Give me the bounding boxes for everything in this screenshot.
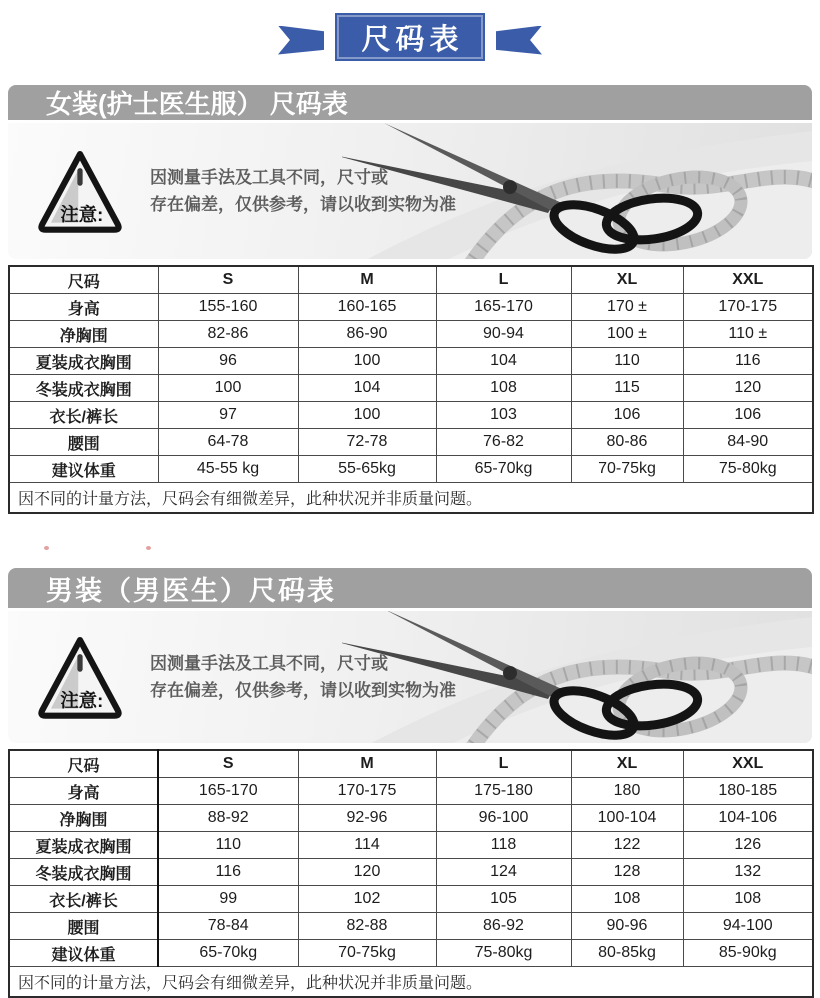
banner-photo-women: [8, 123, 812, 259]
measurement-value: 104-106: [683, 805, 813, 832]
measurement-label: 身高: [9, 778, 158, 805]
measurement-value: 118: [436, 832, 571, 859]
measurement-row: [9, 456, 813, 483]
measurement-value: 100: [298, 348, 436, 375]
measurement-value: 85-90kg: [683, 940, 813, 967]
size-label-header: 尺码: [9, 266, 158, 294]
measurement-value: 170-175: [683, 294, 813, 321]
measurement-label: 身高: [9, 294, 158, 321]
measurement-value: 90-94: [436, 321, 571, 348]
measurement-value: 99: [158, 886, 298, 913]
measurement-value: 70-75kg: [571, 456, 683, 483]
table-footnote-row: [9, 483, 813, 514]
warning-triangle-icon: [36, 148, 124, 234]
measurement-row: [9, 805, 813, 832]
watermark-dot: [146, 546, 151, 550]
measurement-value: 115: [571, 375, 683, 402]
measurement-value: 45-55 kg: [158, 456, 298, 483]
measurement-value: 180: [571, 778, 683, 805]
measurement-row: [9, 429, 813, 456]
page-title-ribbon: [0, 11, 820, 63]
measurement-value: 116: [158, 859, 298, 886]
measurement-value: 165-170: [158, 778, 298, 805]
table-footnote: 因不同的计量方法，尺码会有细微差异，此种状况并非质量问题。: [9, 967, 813, 998]
measurement-value: 170 ±: [571, 294, 683, 321]
size-column-header: XXL: [683, 266, 813, 294]
measurement-value: 70-75kg: [298, 940, 436, 967]
section-women-sizes: [8, 85, 812, 514]
size-column-header: S: [158, 750, 298, 778]
measurement-label: 腰围: [9, 913, 158, 940]
notice-line-2: 存在偏差，仅供参考，请以收到实物为准: [150, 681, 456, 700]
measurement-value: 102: [298, 886, 436, 913]
measurement-value: 55-65kg: [298, 456, 436, 483]
banner-photo-men: [8, 611, 812, 743]
measurement-value: 72-78: [298, 429, 436, 456]
size-column-header: XXL: [683, 750, 813, 778]
notice-line-2: 存在偏差，仅供参考，请以收到实物为准: [150, 195, 456, 214]
measurement-label: 夏装成衣胸围: [9, 348, 158, 375]
section-title-women: 女装(护士医生服） 尺码表: [8, 85, 812, 120]
measurement-value: 160-165: [298, 294, 436, 321]
size-column-header: XL: [571, 750, 683, 778]
measurement-value: 96-100: [436, 805, 571, 832]
measurement-value: 97: [158, 402, 298, 429]
measurement-value: 126: [683, 832, 813, 859]
measurement-value: 106: [571, 402, 683, 429]
measurement-row: [9, 321, 813, 348]
table-footnote-row: [9, 967, 813, 998]
measurement-value: 106: [683, 402, 813, 429]
measurement-label: 净胸围: [9, 321, 158, 348]
measurement-value: 75-80kg: [436, 940, 571, 967]
measurement-value: 122: [571, 832, 683, 859]
measurement-value: 165-170: [436, 294, 571, 321]
measurement-label: 衣长/裤长: [9, 402, 158, 429]
measurement-label: 冬装成衣胸围: [9, 375, 158, 402]
notice-line-1: 因测量手法及工具不同，尺寸或: [150, 653, 388, 673]
measurement-value: 100 ±: [571, 321, 683, 348]
measurement-row: [9, 348, 813, 375]
measurement-value: 82-86: [158, 321, 298, 348]
measurement-label: 建议体重: [9, 940, 158, 967]
measurement-label: 净胸围: [9, 805, 158, 832]
measurement-value: 80-86: [571, 429, 683, 456]
measurement-value: 116: [683, 348, 813, 375]
measurement-notice: [36, 634, 456, 720]
measurement-row: [9, 375, 813, 402]
warning-triangle-icon: [36, 634, 124, 720]
measurement-value: 65-70kg: [436, 456, 571, 483]
measurement-row: [9, 402, 813, 429]
measurement-row: [9, 778, 813, 805]
measurement-value: 92-96: [298, 805, 436, 832]
measurement-value: 105: [436, 886, 571, 913]
measurement-value: 170-175: [298, 778, 436, 805]
svg-text:注意:: 注意:: [60, 203, 104, 225]
measurement-value: 94-100: [683, 913, 813, 940]
measurement-value: 124: [436, 859, 571, 886]
notice-line-1: 因测量手法及工具不同，尺寸或: [150, 167, 388, 187]
measurement-row: [9, 294, 813, 321]
section-men-sizes: [8, 568, 812, 998]
measurement-value: 132: [683, 859, 813, 886]
notice-text: [150, 164, 456, 218]
ribbon-tail-right-icon: [496, 26, 542, 55]
measurement-value: 88-92: [158, 805, 298, 832]
measurement-value: 100-104: [571, 805, 683, 832]
measurement-value: 104: [436, 348, 571, 375]
measurement-value: 100: [158, 375, 298, 402]
measurement-label: 夏装成衣胸围: [9, 832, 158, 859]
measurement-value: 86-90: [298, 321, 436, 348]
measurement-value: 75-80kg: [683, 456, 813, 483]
page-title: 尺码表: [335, 13, 485, 61]
measurement-value: 100: [298, 402, 436, 429]
size-header-row: [9, 750, 813, 778]
measurement-value: 108: [436, 375, 571, 402]
ribbon-tail-left-icon: [278, 26, 324, 55]
measurement-value: 128: [571, 859, 683, 886]
measurement-value: 110: [571, 348, 683, 375]
measurement-row: [9, 940, 813, 967]
measurement-value: 108: [683, 886, 813, 913]
men-size-table: [8, 749, 814, 998]
measurement-value: 76-82: [436, 429, 571, 456]
measurement-row: [9, 886, 813, 913]
notice-text: [150, 650, 456, 704]
size-header-row: [9, 266, 813, 294]
size-column-header: M: [298, 750, 436, 778]
size-column-header: L: [436, 266, 571, 294]
measurement-value: 104: [298, 375, 436, 402]
measurement-label: 衣长/裤长: [9, 886, 158, 913]
measurement-label: 腰围: [9, 429, 158, 456]
size-column-header: L: [436, 750, 571, 778]
measurement-value: 86-92: [436, 913, 571, 940]
watermark-dot: [44, 546, 49, 550]
measurement-notice: [36, 148, 456, 234]
measurement-value: 90-96: [571, 913, 683, 940]
measurement-value: 110 ±: [683, 321, 813, 348]
measurement-row: [9, 859, 813, 886]
size-column-header: XL: [571, 266, 683, 294]
measurement-value: 82-88: [298, 913, 436, 940]
measurement-row: [9, 913, 813, 940]
measurement-value: 78-84: [158, 913, 298, 940]
measurement-value: 64-78: [158, 429, 298, 456]
section-title-men: 男装（男医生）尺码表: [8, 568, 812, 608]
size-label-header: 尺码: [9, 750, 158, 778]
measurement-value: 120: [298, 859, 436, 886]
size-column-header: M: [298, 266, 436, 294]
measurement-value: 80-85kg: [571, 940, 683, 967]
measurement-row: [9, 832, 813, 859]
measurement-value: 65-70kg: [158, 940, 298, 967]
table-footnote: 因不同的计量方法，尺码会有细微差异，此种状况并非质量问题。: [9, 483, 813, 514]
size-column-header: S: [158, 266, 298, 294]
measurement-value: 155-160: [158, 294, 298, 321]
measurement-value: 108: [571, 886, 683, 913]
measurement-value: 180-185: [683, 778, 813, 805]
measurement-label: 冬装成衣胸围: [9, 859, 158, 886]
measurement-value: 84-90: [683, 429, 813, 456]
women-size-table: [8, 265, 814, 514]
measurement-value: 103: [436, 402, 571, 429]
measurement-value: 114: [298, 832, 436, 859]
measurement-value: 96: [158, 348, 298, 375]
measurement-label: 建议体重: [9, 456, 158, 483]
measurement-value: 120: [683, 375, 813, 402]
measurement-value: 175-180: [436, 778, 571, 805]
svg-text:注意:: 注意:: [60, 689, 104, 711]
measurement-value: 110: [158, 832, 298, 859]
